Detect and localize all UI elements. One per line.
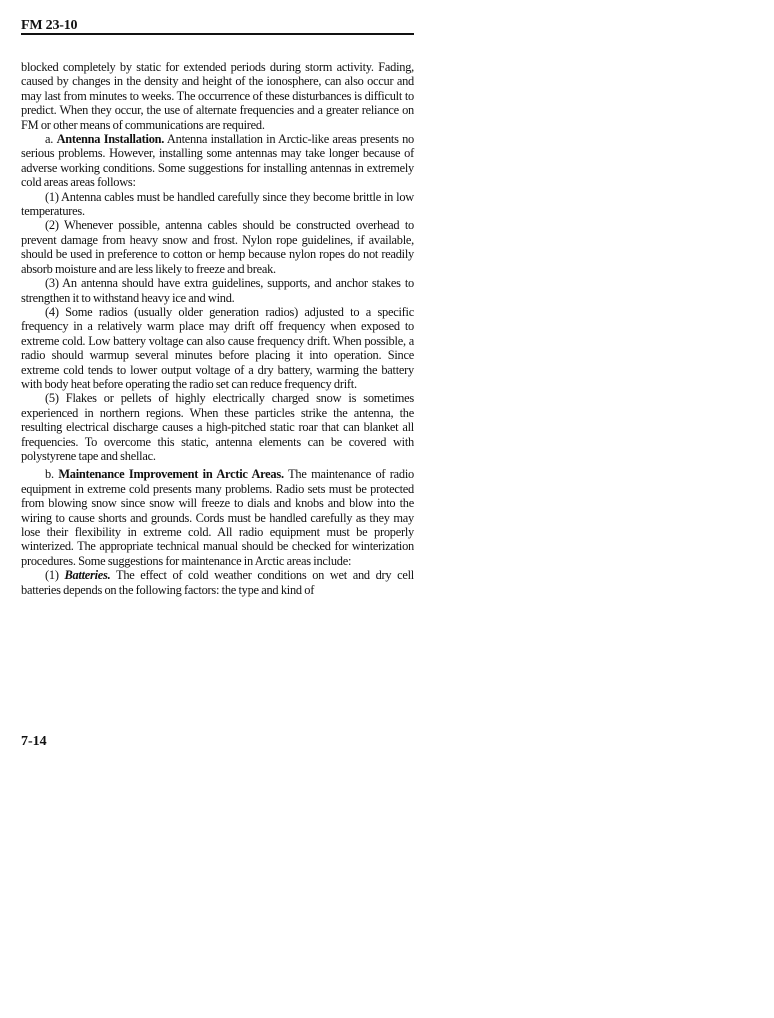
- paragraph-prefix: a.: [45, 132, 57, 147]
- paragraph-item-5: (5) Flakes or pellets of highly electrically charged snow is sometimes experienced in northern regions. When these particles strike the antenna, the resulting electrical discharge causes a high-pitched static roar that can blanket all frequencies. To overcome this static, antenna elements can be covered with polystyrene tape and shellac.: [21, 391, 414, 463]
- paragraph-item-3: (3) An antenna should have extra guidelines, supports, and anchor stakes to strengthen it to withstand heavy ice and wind.: [21, 276, 414, 305]
- paragraph-text: The maintenance of radio equipment in extreme cold presents many problems. Radio sets must be protected from blowing snow since snow will freeze to dials and knobs and blow into the wiring to cause shorts and grounds. Cords must be handled carefully as they may lose their flexibility in extreme cold. All radio equipment must be properly winterized. The appropriate technical manual should be checked for winterization procedures. Some suggestions for maintenance in Arctic areas include:: [21, 467, 414, 568]
- paragraph-prefix: b.: [45, 467, 59, 482]
- page-header: FM 23-10: [21, 18, 414, 35]
- section-heading-batteries: Batteries.: [64, 568, 111, 583]
- section-heading-maintenance: Maintenance Improvement in Arctic Areas.: [58, 467, 284, 482]
- paragraph-item-1: (1) Antenna cables must be handled carefully since they become brittle in low temperatures.: [21, 189, 414, 219]
- document-page: [21, 0, 414, 1018]
- paragraph-text: Antenna installation in Arctic-like areas presents no serious problems. However, installing some antennas may take longer because of adverse working conditions. Some suggestions for installing antennas in extremely cold areas areas follows:: [21, 132, 415, 190]
- paragraph-item-4: (4) Some radios (usually older generation radios) adjusted to a specific frequency in a relatively warm place may drift off frequency when exposed to extreme cold. Low battery voltage can also cause frequency drift. When possible, a radio should warmup several minutes before placing it into operation. Since extreme cold tends to lower output voltage of a dry battery, warming the battery with body heat before operating the radio set can reduce frequency drift.: [21, 304, 414, 391]
- section-heading-antenna-installation: Antenna Installation.: [56, 132, 165, 147]
- paragraph-antenna-installation: [21, 132, 414, 190]
- paragraph-batteries: [21, 568, 414, 597]
- paragraph-item-2: (2) Whenever possible, antenna cables should be constructed overhead to prevent damage from heavy snow and frost. Nylon rope guidelines, if available, should be used in preference to cotton or hemp because nylon ropes do not readily absorb moisture and are less likely to freeze and break.: [21, 218, 414, 276]
- paragraph-text: The effect of cold weather conditions on wet and dry cell batteries depends on the following factors: the type and kind of: [21, 568, 414, 597]
- paragraph-continuation: blocked completely by static for extended periods during storm activity. Fading, caused by changes in the density and height of the ionosphere, can also occur and may last from minutes to weeks. The occurrence of these disturbances is difficult to predict. When they occur, the use of alternate frequencies and a greater reliance on FM or other means of communications are required.: [21, 60, 414, 132]
- paragraph-maintenance-improvement: [21, 467, 414, 568]
- paragraph-prefix: (1): [45, 568, 65, 583]
- page-number: 7-14: [21, 734, 47, 749]
- body-text: [21, 60, 414, 597]
